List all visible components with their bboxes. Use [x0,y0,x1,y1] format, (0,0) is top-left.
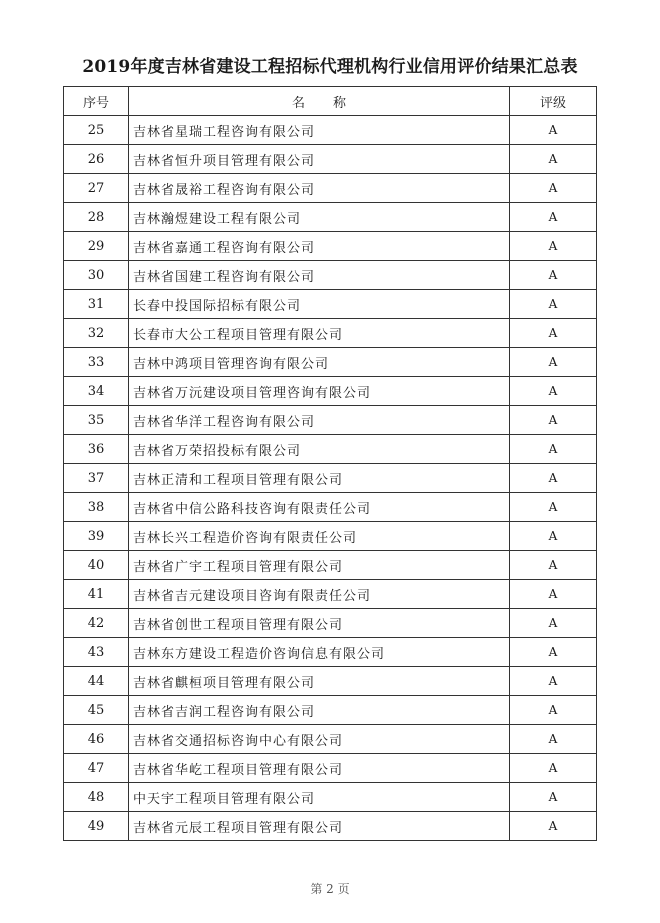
rating-cell: A [510,406,597,435]
table-row [64,522,597,551]
seq-cell: 31 [64,290,129,319]
seq-cell: 45 [64,696,129,725]
table-row [64,667,597,696]
rating-cell: A [510,203,597,232]
header-rating: 评级 [510,87,597,116]
company-name-cell: 吉林省交通招标咨询中心有限公司 [129,725,510,754]
rating-cell: A [510,290,597,319]
table-row [64,290,597,319]
rating-cell: A [510,174,597,203]
rating-cell: A [510,812,597,841]
table-row [64,609,597,638]
table-row [64,174,597,203]
table-row [64,203,597,232]
table-body [64,116,597,841]
seq-cell: 32 [64,319,129,348]
rating-cell: A [510,116,597,145]
company-name-cell: 吉林省麒桓项目管理有限公司 [129,667,510,696]
table-row [64,783,597,812]
rating-cell: A [510,232,597,261]
seq-cell: 41 [64,580,129,609]
rating-cell: A [510,696,597,725]
seq-cell: 44 [64,667,129,696]
rating-cell: A [510,348,597,377]
company-name-cell: 吉林东方建设工程造价咨询信息有限公司 [129,638,510,667]
table-row [64,638,597,667]
company-name-cell: 吉林省广宇工程项目管理有限公司 [129,551,510,580]
rating-cell: A [510,377,597,406]
seq-cell: 34 [64,377,129,406]
company-name-cell: 吉林瀚煜建设工程有限公司 [129,203,510,232]
table-row [64,464,597,493]
header-name: 名称 [129,87,510,116]
credit-rating-table [63,86,597,841]
rating-cell: A [510,261,597,290]
rating-cell: A [510,493,597,522]
company-name-cell: 吉林省万荣招投标有限公司 [129,435,510,464]
company-name-cell: 中天宇工程项目管理有限公司 [129,783,510,812]
seq-cell: 48 [64,783,129,812]
rating-cell: A [510,667,597,696]
seq-cell: 38 [64,493,129,522]
table-row [64,319,597,348]
company-name-cell: 长春市大公工程项目管理有限公司 [129,319,510,348]
company-name-cell: 长春中投国际招标有限公司 [129,290,510,319]
seq-cell: 33 [64,348,129,377]
table-row [64,145,597,174]
rating-cell: A [510,638,597,667]
table-row [64,551,597,580]
seq-cell: 35 [64,406,129,435]
table-row [64,435,597,464]
seq-cell: 26 [64,145,129,174]
seq-cell: 28 [64,203,129,232]
table-row [64,580,597,609]
company-name-cell: 吉林省恒升项目管理有限公司 [129,145,510,174]
seq-cell: 39 [64,522,129,551]
rating-cell: A [510,725,597,754]
seq-cell: 43 [64,638,129,667]
company-name-cell: 吉林中鸿项目管理咨询有限公司 [129,348,510,377]
company-name-cell: 吉林长兴工程造价咨询有限责任公司 [129,522,510,551]
table-row [64,754,597,783]
rating-cell: A [510,464,597,493]
rating-cell: A [510,435,597,464]
document-title: 2019年度吉林省建设工程招标代理机构行业信用评价结果汇总表 [82,57,578,77]
rating-cell: A [510,609,597,638]
seq-cell: 36 [64,435,129,464]
table-row [64,261,597,290]
company-name-cell: 吉林省星瑞工程咨询有限公司 [129,116,510,145]
rating-cell: A [510,754,597,783]
seq-cell: 46 [64,725,129,754]
rating-cell: A [510,580,597,609]
company-name-cell: 吉林省万沅建设项目管理咨询有限公司 [129,377,510,406]
seq-cell: 27 [64,174,129,203]
table-row [64,377,597,406]
seq-cell: 49 [64,812,129,841]
company-name-cell: 吉林省晟裕工程咨询有限公司 [129,174,510,203]
company-name-cell: 吉林省吉润工程咨询有限公司 [129,696,510,725]
table-row [64,406,597,435]
table-row [64,725,597,754]
table-row [64,812,597,841]
seq-cell: 25 [64,116,129,145]
company-name-cell: 吉林省华洋工程咨询有限公司 [129,406,510,435]
company-name-cell: 吉林省嘉通工程咨询有限公司 [129,232,510,261]
seq-cell: 37 [64,464,129,493]
seq-cell: 30 [64,261,129,290]
seq-cell: 42 [64,609,129,638]
company-name-cell: 吉林省华屹工程项目管理有限公司 [129,754,510,783]
rating-cell: A [510,551,597,580]
rating-cell: A [510,783,597,812]
rating-cell: A [510,145,597,174]
company-name-cell: 吉林省中信公路科技咨询有限责任公司 [129,493,510,522]
rating-cell: A [510,319,597,348]
table-row [64,348,597,377]
company-name-cell: 吉林省国建工程咨询有限公司 [129,261,510,290]
seq-cell: 29 [64,232,129,261]
company-name-cell: 吉林省创世工程项目管理有限公司 [129,609,510,638]
rating-cell: A [510,522,597,551]
seq-cell: 40 [64,551,129,580]
company-name-cell: 吉林省元辰工程项目管理有限公司 [129,812,510,841]
company-name-cell: 吉林正清和工程项目管理有限公司 [129,464,510,493]
page-number: 第 2 页 [310,882,350,896]
table-header-row [64,87,597,116]
table-row [64,232,597,261]
company-name-cell: 吉林省吉元建设项目咨询有限责任公司 [129,580,510,609]
table-row [64,493,597,522]
table-row [64,696,597,725]
seq-cell: 47 [64,754,129,783]
table-row [64,116,597,145]
header-seq: 序号 [64,87,129,116]
